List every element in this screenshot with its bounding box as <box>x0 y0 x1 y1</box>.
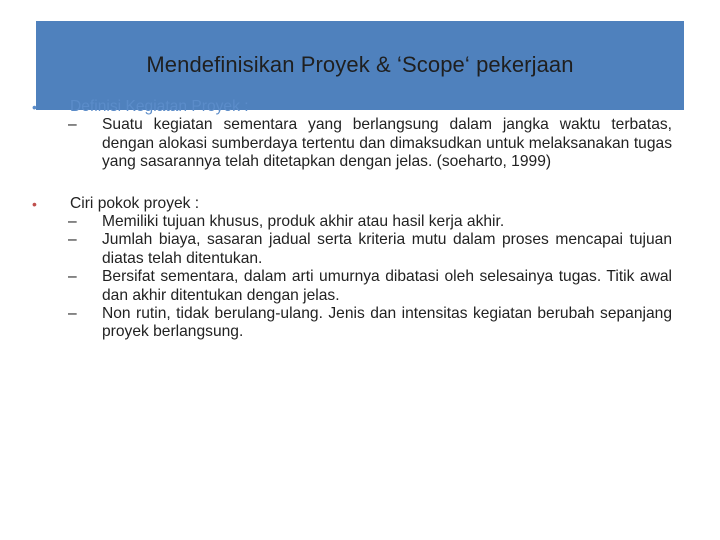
list-item <box>68 305 680 342</box>
characteristics-heading: Ciri pokok proyek : <box>70 194 200 212</box>
list-item-text: Jumlah biaya, sasaran jadual serta kriteria mutu dalam proses mencapai tujuan diatas telah ditentukan. <box>102 231 672 267</box>
dash-marker: – <box>68 305 77 323</box>
list-item <box>68 231 680 268</box>
slide-title: Mendefinisikan Proyek & ‘Scope‘ pekerjaan <box>146 52 574 77</box>
bullet-definition <box>30 98 680 116</box>
list-item <box>68 116 680 171</box>
dash-marker: – <box>68 213 77 231</box>
dash-marker: – <box>68 231 77 249</box>
bullet-marker: • <box>32 195 37 212</box>
spacer <box>30 172 680 195</box>
dash-marker: – <box>68 268 77 286</box>
bullet-marker: • <box>32 99 37 115</box>
list-item-text: Suatu kegiatan sementara yang berlangsung dalam jangka waktu terbatas, dengan alokasi sumberdaya tertentu dan dimaksudkan untuk melaksanakan tugas yang sasarannya telah ditetapkan dengan jelas. (soeharto, 1999) <box>102 116 672 171</box>
list-item <box>68 213 680 231</box>
list-item-text: Bersifat sementara, dalam arti umurnya dibatasi oleh selesainya tugas. Titik awal dan akhir ditentukan dengan jelas. <box>102 268 672 304</box>
slide-content <box>30 98 680 342</box>
list-item-text: Memiliki tujuan khusus, produk akhir atau hasil kerja akhir. <box>102 213 505 231</box>
bullet-characteristics <box>30 195 680 213</box>
list-item-text: Non rutin, tidak berulang-ulang. Jenis dan intensitas kegiatan berubah sepanjang proyek berlangsung. <box>102 305 672 341</box>
definition-heading: Definisi Kegiatan Proyek : <box>70 98 249 115</box>
dash-marker: – <box>68 116 77 134</box>
list-item <box>68 268 680 305</box>
